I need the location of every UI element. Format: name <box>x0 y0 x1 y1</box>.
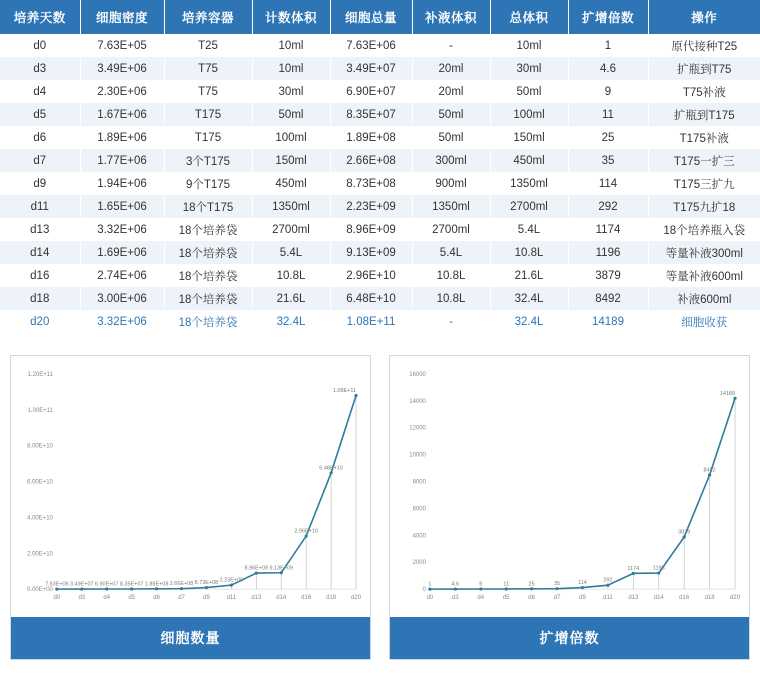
svg-text:1174: 1174 <box>627 565 640 572</box>
table-cell: 18个培养袋 <box>164 241 252 264</box>
table-cell: 扩瓶到T75 <box>677 63 732 76</box>
chart-card-fold-expansion <box>389 355 750 660</box>
svg-text:4.00E+10: 4.00E+10 <box>27 515 53 522</box>
svg-text:d7: d7 <box>553 595 561 602</box>
table-cell: 450ml <box>252 172 330 195</box>
table-cell: 1350ml <box>412 195 490 218</box>
svg-text:4000: 4000 <box>412 533 426 540</box>
table-cell: 114 <box>568 172 648 195</box>
table-cell: 5.4L <box>412 241 490 264</box>
table-cell: 18个培养袋 <box>164 218 252 241</box>
table-cell: 1350ml <box>252 195 330 218</box>
svg-text:12000: 12000 <box>409 425 426 432</box>
svg-text:d16: d16 <box>679 595 690 602</box>
charts-row <box>0 333 760 660</box>
svg-text:d6: d6 <box>528 595 535 602</box>
table-cell: - <box>412 310 490 333</box>
table-cell: 1.69E+06 <box>80 241 164 264</box>
table-cell: d5 <box>0 103 80 126</box>
table-cell: 9个T175 <box>164 172 252 195</box>
table-row <box>0 80 760 103</box>
svg-text:9.13E+09: 9.13E+09 <box>269 565 294 572</box>
table-cell: 7.63E+05 <box>80 34 164 57</box>
svg-text:14000: 14000 <box>409 398 426 405</box>
svg-text:11: 11 <box>503 581 510 588</box>
svg-text:d3: d3 <box>78 595 86 602</box>
table-cell: 2.96E+10 <box>330 264 412 287</box>
table-cell: 18个培养瓶入袋 <box>663 224 746 237</box>
table-header-cell: 培养天数 <box>0 0 80 34</box>
svg-text:d9: d9 <box>579 595 586 602</box>
table-cell: 2.30E+06 <box>80 80 164 103</box>
table-row <box>0 126 760 149</box>
chart-caption-fold-expansion: 扩增倍数 <box>390 617 749 659</box>
svg-text:8000: 8000 <box>412 479 426 486</box>
svg-text:6.48E+10: 6.48E+10 <box>319 465 343 472</box>
svg-text:2.96E+10: 2.96E+10 <box>294 528 318 535</box>
table-cell: 8492 <box>568 287 648 310</box>
svg-text:d11: d11 <box>226 595 237 602</box>
table-cell: 20ml <box>412 57 490 80</box>
table-cell: 9 <box>568 80 648 103</box>
chart-card-cell-count <box>10 355 371 660</box>
table-cell: 8.73E+08 <box>330 172 412 195</box>
table-cell: 扩瓶到T175 <box>673 109 735 122</box>
table-cell: T175一扩三 <box>673 155 735 168</box>
table-cell: d13 <box>0 218 80 241</box>
table-header-cell: 操作 <box>648 0 760 34</box>
table-cell: d6 <box>0 126 80 149</box>
svg-text:0: 0 <box>422 587 426 594</box>
table-cell: 8.96E+09 <box>330 218 412 241</box>
table-cell: d16 <box>0 264 80 287</box>
table-cell: 2700ml <box>412 218 490 241</box>
table-cell: 900ml <box>412 172 490 195</box>
svg-text:6.90E+07: 6.90E+07 <box>94 581 119 588</box>
chart-caption-cell-count: 细胞数量 <box>11 617 370 659</box>
table-cell: T175 <box>164 103 252 126</box>
svg-text:d5: d5 <box>502 595 510 602</box>
table-cell: 100ml <box>490 103 568 126</box>
table-cell: 1.89E+08 <box>330 126 412 149</box>
table-cell: 18个培养袋 <box>164 264 252 287</box>
table-cell: 32.4L <box>252 310 330 333</box>
table-cell: 1.65E+06 <box>80 195 164 218</box>
table-cell: 1.94E+06 <box>80 172 164 195</box>
table-cell: 2700ml <box>490 195 568 218</box>
table-cell: 3个T175 <box>164 149 252 172</box>
svg-text:d18: d18 <box>326 595 337 602</box>
svg-text:1: 1 <box>428 581 432 588</box>
svg-text:1.00E+11: 1.00E+11 <box>27 407 53 414</box>
table-cell: 5.4L <box>490 218 568 241</box>
table-cell: 150ml <box>252 149 330 172</box>
svg-text:25: 25 <box>528 581 535 588</box>
table-cell: 3.32E+06 <box>80 310 164 333</box>
table-cell: 7.63E+06 <box>330 34 412 57</box>
svg-text:d5: d5 <box>128 595 135 602</box>
table-cell: T175补液 <box>679 132 729 145</box>
table-cell: 10.8L <box>412 264 490 287</box>
svg-text:0.00E+00: 0.00E+00 <box>27 587 53 594</box>
table-cell: 原代接种T25 <box>671 40 738 53</box>
table-cell: 10.8L <box>252 264 330 287</box>
svg-text:14189: 14189 <box>719 390 736 397</box>
table-cell: 18个T175 <box>164 195 252 218</box>
table-cell: d3 <box>0 57 80 80</box>
chart-plot-fold-expansion <box>390 356 749 617</box>
svg-text:9: 9 <box>479 581 483 588</box>
svg-text:2.23E+09: 2.23E+09 <box>219 577 244 584</box>
table-cell: 10ml <box>252 34 330 57</box>
svg-text:6000: 6000 <box>412 506 426 513</box>
table-cell: 10.8L <box>412 287 490 310</box>
table-cell: 50ml <box>490 80 568 103</box>
svg-text:292: 292 <box>603 577 613 584</box>
table-cell: 35 <box>568 149 648 172</box>
svg-text:35: 35 <box>553 581 561 588</box>
table-cell: 2700ml <box>252 218 330 241</box>
table-cell: 1 <box>568 34 648 57</box>
svg-text:1.08E+11: 1.08E+11 <box>332 387 357 394</box>
svg-text:d0: d0 <box>53 595 61 602</box>
table-cell: d0 <box>0 34 80 57</box>
table-cell: 32.4L <box>490 287 568 310</box>
svg-text:8492: 8492 <box>703 467 716 474</box>
table-cell: d4 <box>0 80 80 103</box>
table-cell: 3879 <box>568 264 648 287</box>
table-cell: 3.49E+07 <box>330 57 412 80</box>
table-cell: 6.48E+10 <box>330 287 412 310</box>
svg-text:d14: d14 <box>276 595 287 602</box>
table-header-cell: 总体积 <box>490 0 568 34</box>
table-cell: T75 <box>164 80 252 103</box>
svg-text:d4: d4 <box>477 595 485 602</box>
svg-text:2000: 2000 <box>412 560 426 567</box>
table-cell: 150ml <box>490 126 568 149</box>
table-cell: T75 <box>164 57 252 80</box>
chart-plot-cell-count <box>11 356 370 617</box>
table-cell: 11 <box>568 103 648 126</box>
svg-text:2.66E+08: 2.66E+08 <box>169 581 194 588</box>
table-row <box>0 241 760 264</box>
table-header-cell: 培养容器 <box>164 0 252 34</box>
table-cell: 9.13E+09 <box>330 241 412 264</box>
table-cell: 等量补液600ml <box>665 270 743 283</box>
table-header-cell: 补液体积 <box>412 0 490 34</box>
table-cell: 4.6 <box>568 57 648 80</box>
svg-text:d3: d3 <box>451 595 459 602</box>
table-header-cell: 细胞总量 <box>330 0 412 34</box>
svg-text:d0: d0 <box>426 595 434 602</box>
table-row <box>0 103 760 126</box>
table-cell: T175三扩九 <box>673 178 735 191</box>
table-cell: 50ml <box>412 103 490 126</box>
table-header-cell: 细胞密度 <box>80 0 164 34</box>
svg-text:7.63E+06: 7.63E+06 <box>45 581 69 588</box>
table-row <box>0 218 760 241</box>
svg-text:d14: d14 <box>653 595 664 602</box>
table-cell: T175 <box>164 126 252 149</box>
svg-text:8.73E+08: 8.73E+08 <box>194 580 219 587</box>
svg-text:d7: d7 <box>178 595 185 602</box>
table-cell: 2.74E+06 <box>80 264 164 287</box>
svg-text:8.96E+09: 8.96E+09 <box>244 565 269 572</box>
svg-text:1196: 1196 <box>652 565 665 572</box>
table-cell: 10.8L <box>490 241 568 264</box>
svg-text:1.20E+11: 1.20E+11 <box>27 371 53 378</box>
table-row <box>0 310 760 333</box>
table-row <box>0 34 760 57</box>
table-cell: 2.66E+08 <box>330 149 412 172</box>
table-cell: 补液600ml <box>677 293 732 306</box>
table-cell: d9 <box>0 172 80 195</box>
svg-text:d4: d4 <box>103 595 111 602</box>
svg-text:10000: 10000 <box>409 452 426 459</box>
table-cell: 1.77E+06 <box>80 149 164 172</box>
svg-text:2.00E+10: 2.00E+10 <box>27 551 53 558</box>
table-cell: 300ml <box>412 149 490 172</box>
table-cell: 100ml <box>252 126 330 149</box>
fold-expansion-line-chart <box>390 356 749 617</box>
table-cell: - <box>412 34 490 57</box>
table-cell: 5.4L <box>252 241 330 264</box>
table-cell: d11 <box>0 195 80 218</box>
table-cell: 1.89E+06 <box>80 126 164 149</box>
svg-text:1.89E+08: 1.89E+08 <box>144 581 169 588</box>
table-cell: 50ml <box>252 103 330 126</box>
table-cell: 292 <box>568 195 648 218</box>
table-header-cell: 计数体积 <box>252 0 330 34</box>
table-cell: d18 <box>0 287 80 310</box>
svg-text:16000: 16000 <box>409 371 426 378</box>
svg-text:d6: d6 <box>153 595 160 602</box>
svg-text:d9: d9 <box>203 595 210 602</box>
table-cell: 1.67E+06 <box>80 103 164 126</box>
table-cell: T175九扩18 <box>673 201 736 214</box>
table-cell: 25 <box>568 126 648 149</box>
svg-text:6.00E+10: 6.00E+10 <box>27 479 53 486</box>
culture-expansion-table-wrapper <box>0 0 760 333</box>
table-cell: 21.6L <box>490 264 568 287</box>
table-cell: T75补液 <box>682 86 726 99</box>
svg-text:d20: d20 <box>351 595 362 602</box>
table-cell: d14 <box>0 241 80 264</box>
svg-text:8.00E+10: 8.00E+10 <box>27 443 53 450</box>
svg-text:d13: d13 <box>251 595 262 602</box>
svg-text:4.6: 4.6 <box>451 581 460 588</box>
table-cell: 30ml <box>490 57 568 80</box>
table-row <box>0 149 760 172</box>
table-cell: d20 <box>0 310 80 333</box>
table-row <box>0 287 760 310</box>
svg-text:d13: d13 <box>628 595 639 602</box>
svg-text:d18: d18 <box>704 595 715 602</box>
table-cell: 18个培养袋 <box>164 310 252 333</box>
table-cell: 1.08E+11 <box>330 310 412 333</box>
table-header-cell: 扩增倍数 <box>568 0 648 34</box>
table-cell: 10ml <box>490 34 568 57</box>
table-row <box>0 57 760 80</box>
table-cell: 3.32E+06 <box>80 218 164 241</box>
table-cell: 3.49E+06 <box>80 57 164 80</box>
table-cell: 20ml <box>412 80 490 103</box>
table-cell: 18个培养袋 <box>164 287 252 310</box>
table-cell: 1196 <box>568 241 648 264</box>
table-cell: 1174 <box>568 218 648 241</box>
culture-expansion-table <box>0 0 760 333</box>
table-row <box>0 172 760 195</box>
table-cell: 1350ml <box>490 172 568 195</box>
table-cell: 细胞收获 <box>681 316 728 329</box>
svg-text:3.49E+07: 3.49E+07 <box>70 581 94 588</box>
table-cell: 8.35E+07 <box>330 103 412 126</box>
table-cell: 2.23E+09 <box>330 195 412 218</box>
table-cell: 30ml <box>252 80 330 103</box>
cell-count-line-chart <box>11 356 370 617</box>
svg-text:3879: 3879 <box>678 529 691 536</box>
table-cell: 3.00E+06 <box>80 287 164 310</box>
table-cell: 50ml <box>412 126 490 149</box>
table-cell: 6.90E+07 <box>330 80 412 103</box>
table-head <box>0 0 760 34</box>
table-body <box>0 34 760 333</box>
table-cell: 14189 <box>568 310 648 333</box>
svg-text:d11: d11 <box>603 595 613 602</box>
table-row <box>0 195 760 218</box>
table-row <box>0 264 760 287</box>
svg-text:114: 114 <box>578 580 587 587</box>
table-cell: 21.6L <box>252 287 330 310</box>
table-cell: 32.4L <box>490 310 568 333</box>
table-cell: 10ml <box>252 57 330 80</box>
table-cell: 等量补液300ml <box>665 247 743 260</box>
table-cell: T25 <box>164 34 252 57</box>
table-cell: 450ml <box>490 149 568 172</box>
svg-text:d16: d16 <box>301 595 312 602</box>
svg-text:8.35E+07: 8.35E+07 <box>119 581 144 588</box>
table-cell: d7 <box>0 149 80 172</box>
table-header-row <box>0 0 760 34</box>
svg-text:d20: d20 <box>730 595 741 602</box>
